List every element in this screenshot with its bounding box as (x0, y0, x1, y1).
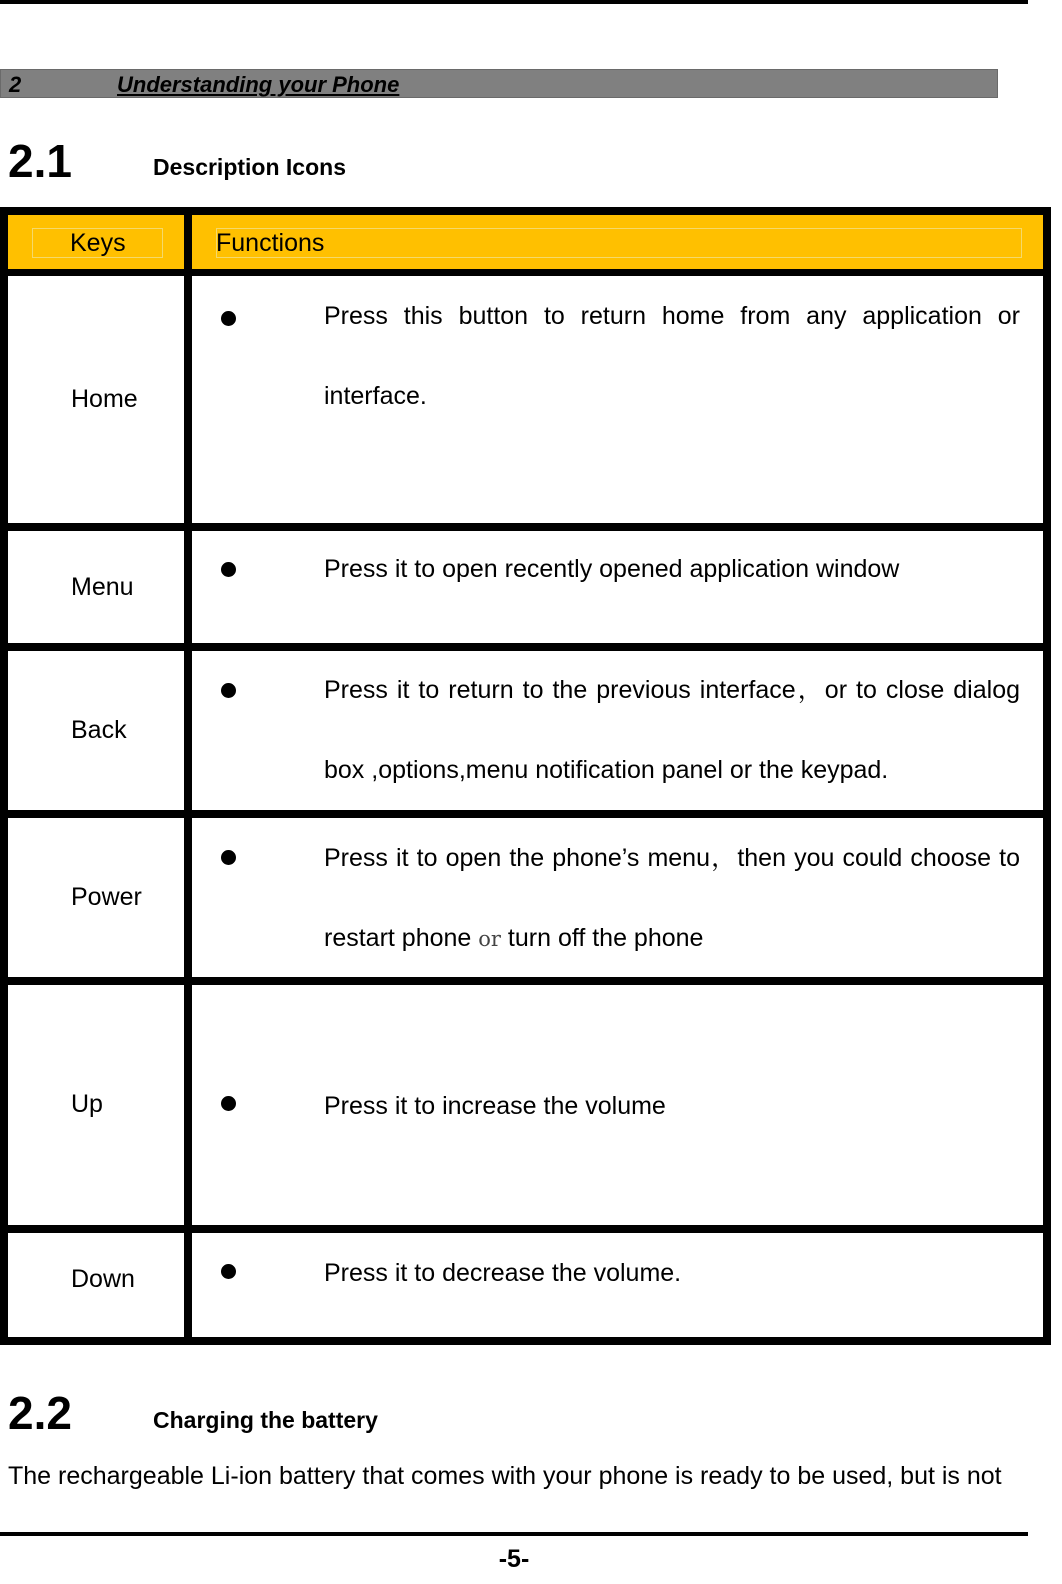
table-row-function (192, 985, 1043, 1225)
bullet-icon (221, 1096, 236, 1111)
key-label: Up (71, 1090, 103, 1118)
key-label: Menu (71, 573, 134, 601)
bullet-icon (221, 311, 236, 326)
function-text-or: or (478, 927, 501, 951)
keys-functions-table (0, 207, 1051, 1345)
bullet-icon (221, 850, 236, 865)
key-label: Power (71, 883, 142, 911)
page-number: -5- (498, 1545, 530, 1573)
key-label: Back (71, 716, 127, 744)
function-text: Press it to increase the volume (324, 1092, 666, 1120)
chapter-title: Understanding your Phone (117, 72, 400, 97)
table-row-key (8, 1233, 184, 1337)
table-row-function (192, 651, 1043, 810)
section-title: Description Icons (153, 154, 346, 180)
table-row-key (8, 818, 184, 977)
table-header-functions (192, 215, 1043, 269)
function-text (324, 818, 1020, 979)
function-text-part: Press it to open the phone’s menu，then you could choose to restart phone (324, 844, 1020, 952)
function-text: Press it to decrease the volume. (324, 1259, 682, 1287)
section-title: Charging the battery (153, 1407, 378, 1433)
bottom-rule (0, 1532, 1028, 1536)
function-text-part: turn off the phone (507, 924, 704, 952)
function-text: Press this button to return home from any application or interface. (324, 302, 1020, 410)
top-rule (0, 0, 1028, 4)
table-row-function (192, 1233, 1043, 1337)
table-header-keys (8, 215, 184, 269)
chapter-heading-bar (0, 69, 998, 98)
bullet-icon (221, 1264, 236, 1279)
table-row-key (8, 276, 184, 523)
bullet-icon (221, 562, 236, 577)
table-header-label: Keys (70, 229, 126, 257)
body-paragraph: The rechargeable Li-ion battery that comes with your phone is ready to be used, but is not (8, 1462, 1002, 1490)
table-row-key (8, 651, 184, 810)
function-text: Press it to open recently opened application window (324, 555, 900, 583)
key-label: Down (71, 1265, 135, 1293)
table-row-function (192, 818, 1043, 977)
chapter-number: 2 (9, 72, 22, 97)
table-row-function (192, 531, 1043, 643)
bullet-icon (221, 683, 236, 698)
key-label: Home (71, 385, 138, 413)
table-header-label: Functions (216, 229, 325, 257)
table-row-key (8, 985, 184, 1225)
section-number: 2.1 (8, 135, 72, 187)
table-row-function (192, 276, 1043, 523)
table-row-key (8, 531, 184, 643)
function-text: Press it to return to the previous interface，or to close dialog box ,options,menu notification panel or the keypad. (324, 676, 1020, 784)
section-number: 2.2 (8, 1387, 72, 1439)
